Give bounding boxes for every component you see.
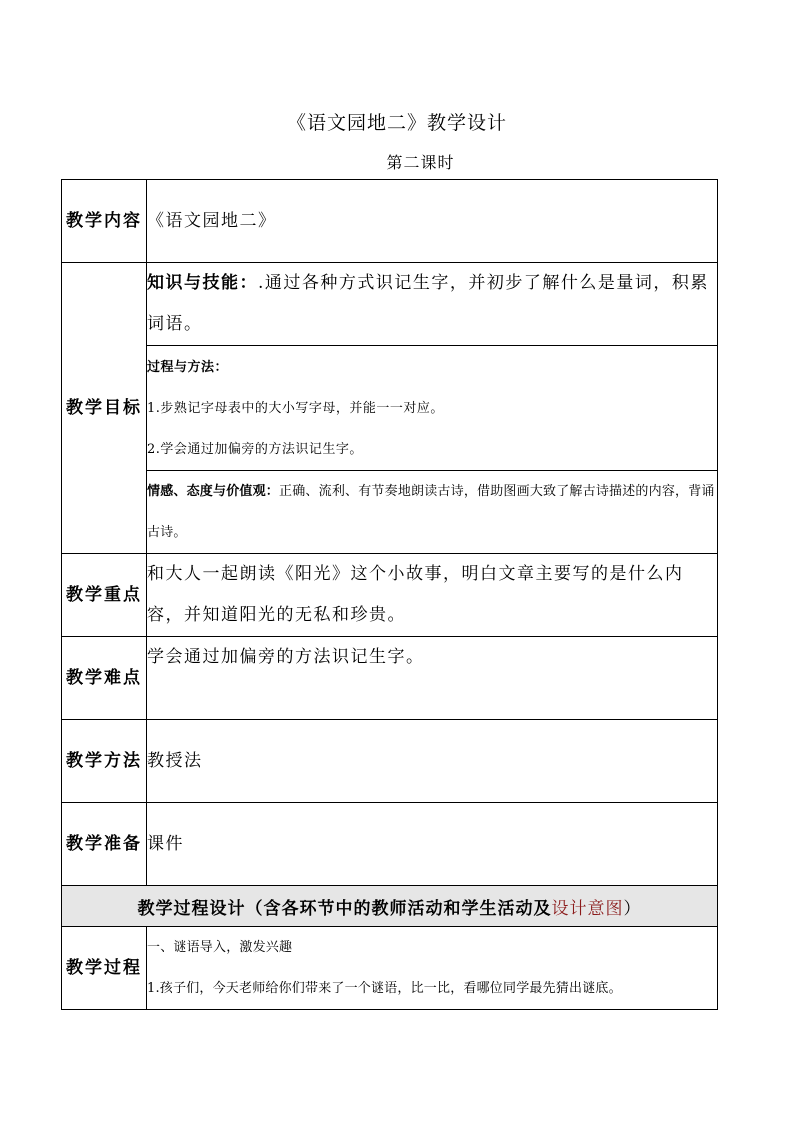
label-difficulties: 教学难点 — [62, 637, 147, 720]
process-header-accent: 设计意图 — [551, 898, 624, 919]
process-step-1-item-1: 1.孩子们，今天老师给你们带来了一个谜语，比一比，看哪位同学最先猜出谜底。 — [147, 981, 622, 996]
document-subtitle: 第二课时 — [386, 153, 455, 172]
row-methods — [62, 720, 718, 803]
label-methods: 教学方法 — [62, 720, 147, 803]
emotion-label: 情感、态度与价值观： — [147, 484, 280, 499]
document-title: 《语文园地二》教学设计 — [286, 112, 507, 134]
process-item-2: 2.学会通过加偏旁的方法识记生字。 — [147, 441, 363, 457]
label-preparation: 教学准备 — [62, 803, 147, 886]
emotion-text: 正确、流利、有节奏地朗读古诗，借助图画大致了解古诗描述的内容，背诵古诗。 — [147, 484, 715, 540]
label-teaching-content: 教学内容 — [62, 180, 147, 263]
row-difficulties — [62, 637, 718, 720]
process-design-header — [62, 886, 718, 927]
process-label: 过程与方法： — [147, 359, 229, 375]
objective-process — [147, 346, 718, 471]
process-header-main: 教学过程设计（含各环节中的教师活动和学生活动及 — [137, 898, 552, 919]
row-key-points — [62, 554, 718, 637]
process-item-1: 1.步熟记字母表中的大小写字母，并能一一对应。 — [147, 400, 444, 416]
objective-emotion — [147, 471, 718, 554]
row-objectives-process — [62, 346, 718, 471]
objective-knowledge — [147, 263, 718, 346]
value-teaching-content: 《语文园地二》 — [147, 180, 718, 263]
value-difficulties: 学会通过加偏旁的方法识记生字。 — [147, 637, 718, 720]
row-preparation — [62, 803, 718, 886]
process-step-1: 一、谜语导入，激发兴趣 — [147, 940, 293, 955]
label-teaching-objectives: 教学目标 — [62, 263, 147, 554]
row-teaching-process — [62, 927, 718, 1010]
knowledge-label: 知识与技能： — [147, 273, 258, 293]
label-teaching-process: 教学过程 — [62, 927, 147, 1010]
row-objectives-emotion — [62, 471, 718, 554]
value-key-points: 和大人一起朗读《阳光》这个小故事，明白文章主要写的是什么内容，并知道阳光的无私和珍贵。 — [147, 554, 718, 637]
label-key-points: 教学重点 — [62, 554, 147, 637]
knowledge-text: .通过各种方式识记生字，并初步了解什么是量词，积累词语。 — [147, 273, 709, 334]
process-header-end: ） — [623, 898, 642, 919]
value-teaching-process — [147, 927, 718, 1010]
row-process-header — [62, 886, 718, 927]
row-objectives-knowledge — [62, 263, 718, 346]
lesson-plan-table — [61, 179, 718, 1010]
value-methods: 教授法 — [147, 720, 718, 803]
value-preparation: 课件 — [147, 803, 718, 886]
row-teaching-content — [62, 180, 718, 263]
